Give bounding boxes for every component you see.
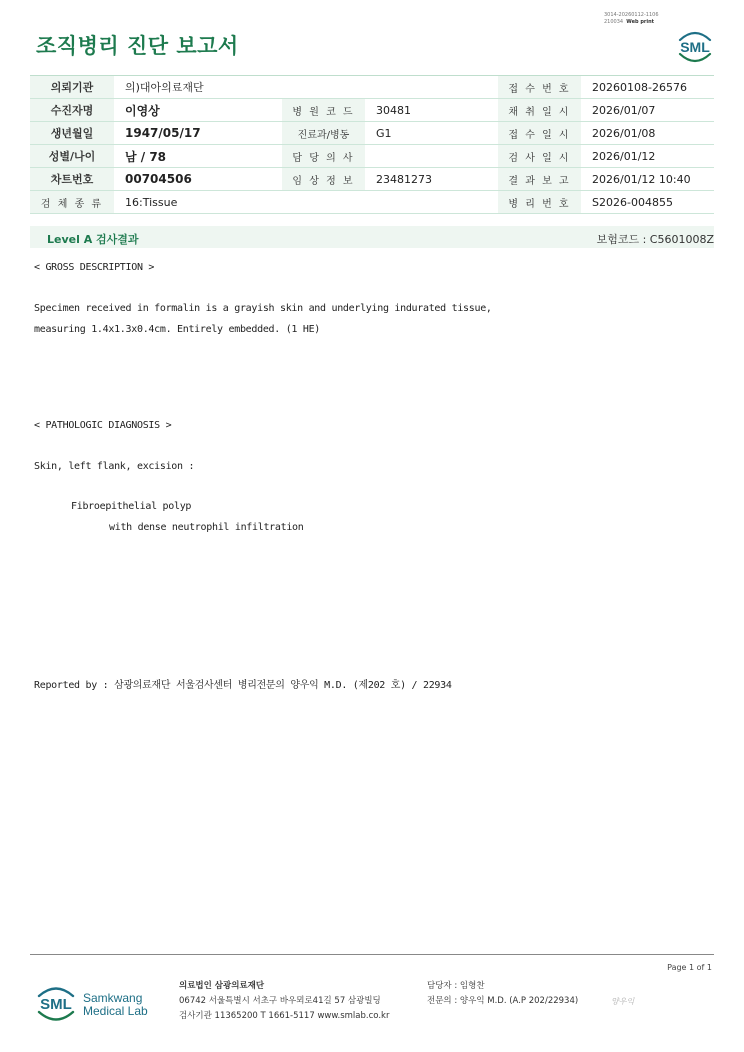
field-label: 채 취 일 시: [498, 99, 581, 122]
page-number: Page 1 of 1: [667, 963, 712, 972]
field-label: 진료과/병동: [282, 122, 365, 145]
svg-text:SML: SML: [40, 996, 72, 1013]
print-reference-id: 3014-20260112-1106: [604, 12, 659, 18]
table-row: [30, 122, 714, 145]
field-label: 수진자명: [30, 99, 114, 122]
pathologic-diagnosis-heading: < PATHOLOGIC DIAGNOSIS >: [34, 420, 172, 431]
footer-staff: [427, 979, 578, 1009]
specialist-label: 전문의 :: [427, 996, 458, 1006]
staff-label: 담당자 :: [427, 981, 458, 991]
table-row: [30, 145, 714, 168]
field-label: 검 체 종 류: [30, 191, 114, 214]
field-label: 병 리 번 호: [498, 191, 581, 214]
field-value: 20260108-26576: [581, 76, 714, 99]
field-label: 병 원 코 드: [282, 99, 365, 122]
field-value: 2026/01/07: [581, 99, 714, 122]
field-value: 2026/01/12 10:40: [581, 168, 714, 191]
field-value: 이영상: [114, 99, 282, 122]
field-value: [365, 145, 498, 168]
samkwang-logo: [36, 983, 156, 1025]
org-name: 의료법인 삼광의료재단: [179, 981, 265, 991]
svg-text:Medical Lab: Medical Lab: [83, 1004, 148, 1018]
specialist-name: 양우익 M.D. (A.P 202/22934): [459, 996, 579, 1006]
field-value: 2026/01/12: [581, 145, 714, 168]
field-value: 16:Tissue: [114, 191, 498, 214]
field-value: G1: [365, 122, 498, 145]
field-label: 성별/나이: [30, 145, 114, 168]
field-value: 의)대아의료재단: [114, 76, 498, 99]
signature: 양우익: [611, 997, 635, 1006]
diagnosis-line: with dense neutrophil infiltration: [109, 522, 304, 533]
field-label: 결 과 보 고: [498, 168, 581, 191]
field-value: 23481273: [365, 168, 498, 191]
field-label: 담 당 의 사: [282, 145, 365, 168]
field-label: 접 수 일 시: [498, 122, 581, 145]
sml-logo: [674, 27, 716, 65]
org-address: 06742 서울특별시 서초구 바우뫼로41길 57 삼광빌딩: [179, 996, 381, 1006]
reported-by: Reported by : 삼광의료재단 서울검사센터 병리전문의 양우익 M.D. (제202 호) / 22934: [34, 680, 452, 691]
gross-description-line: Specimen received in formalin is a grayish skin and underlying indurated tissue,: [34, 303, 492, 314]
gross-description-line: measuring 1.4x1.3x0.4cm. Entirely embedded. (1 HE): [34, 324, 321, 335]
field-value: 1947/05/17: [114, 122, 282, 145]
gross-description-heading: < GROSS DESCRIPTION >: [34, 262, 155, 273]
insurance-code: 보험코드 : C5601008Z: [596, 233, 714, 246]
field-value: 00704506: [114, 168, 282, 191]
field-label: 임 상 정 보: [282, 168, 365, 191]
table-row: [30, 99, 714, 122]
field-label: 의뢰기관: [30, 76, 114, 99]
footer-organization: [179, 979, 389, 1024]
print-reference: [604, 12, 659, 26]
diagnosis-site: Skin, left flank, excision :: [34, 461, 195, 472]
web-print-label: Web print: [626, 19, 655, 25]
patient-info-table: [30, 75, 714, 214]
svg-text:Samkwang: Samkwang: [83, 991, 143, 1005]
table-row: [30, 191, 714, 214]
field-label: 생년월일: [30, 122, 114, 145]
result-level-label: Level A 검사결과: [47, 233, 139, 246]
field-value: 30481: [365, 99, 498, 122]
field-value: S2026-004855: [581, 191, 714, 214]
table-row: [30, 76, 714, 99]
table-row: [30, 168, 714, 191]
report-title: 조직병리 진단 보고서: [36, 34, 239, 58]
field-value: 2026/01/08: [581, 122, 714, 145]
field-label: 접 수 번 호: [498, 76, 581, 99]
field-value: 남 / 78: [114, 145, 282, 168]
org-contact: 검사기관 11365200 T 1661-5117 www.smlab.co.kr: [179, 1011, 390, 1021]
field-label: 검 사 일 시: [498, 145, 581, 168]
print-reference-code: 210034: [604, 19, 624, 25]
staff-name: 임형찬: [459, 981, 485, 991]
footer-divider: [30, 954, 714, 955]
svg-text:SML: SML: [680, 39, 710, 55]
field-label: 차트번호: [30, 168, 114, 191]
diagnosis-line: Fibroepithelial polyp: [71, 501, 192, 512]
